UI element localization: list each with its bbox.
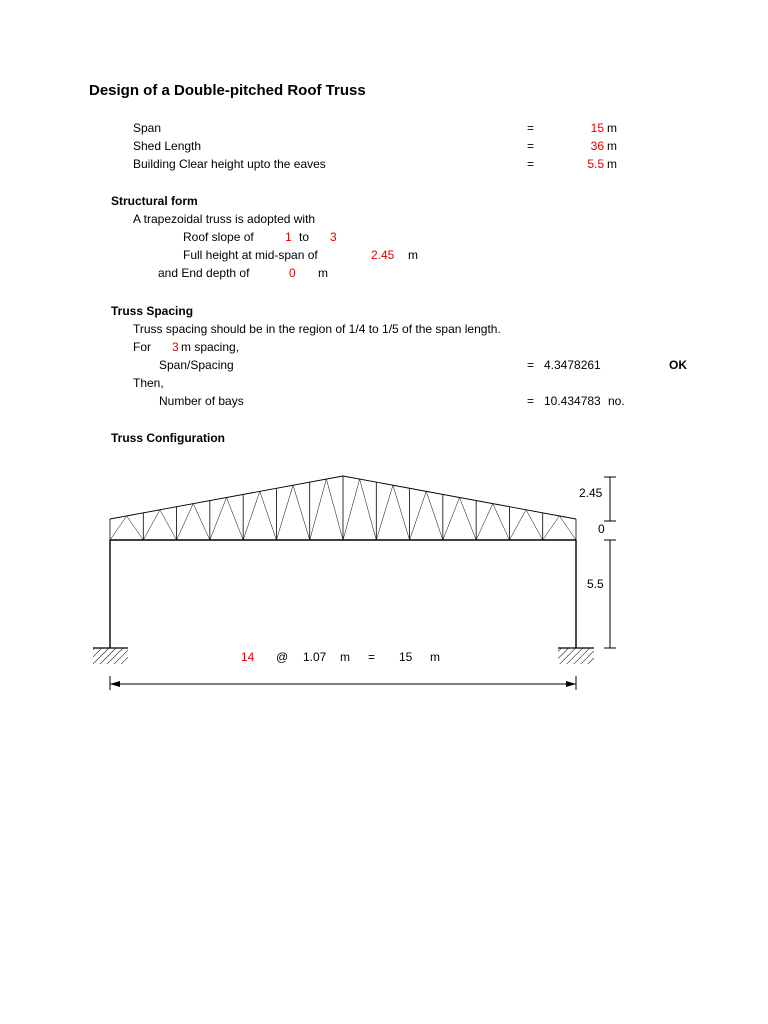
truss-diagonal — [210, 498, 227, 541]
roof-slope-to: to — [299, 230, 310, 244]
spacing-value: 3 — [172, 340, 179, 354]
roof-slope-run: 3 — [330, 230, 337, 244]
panel-at: @ — [276, 650, 289, 664]
truss-diagonal — [460, 498, 477, 541]
eaves-height-label: Building Clear height upto the eaves — [133, 157, 326, 171]
truss-diagonal — [426, 491, 443, 540]
shed-length-unit: m — [607, 139, 617, 153]
panel-eq: = — [368, 650, 376, 664]
number-of-bays-value: 10.434783 — [544, 394, 601, 408]
eaves-height-value: 5.5 — [587, 157, 604, 171]
right-support-hatch — [558, 648, 594, 664]
dim-truss-height: 2.45 — [579, 486, 603, 500]
truss-diagonal — [260, 491, 277, 540]
truss-diagonal — [243, 491, 260, 540]
span-value: 15 — [590, 121, 604, 135]
end-depth-value: 0 — [289, 266, 296, 280]
truss-diagonal — [543, 516, 560, 540]
end-depth-label: and End depth of — [158, 266, 250, 280]
truss-diagonal — [227, 498, 244, 541]
shed-length-eq: = — [527, 139, 535, 153]
span-spacing-eq: = — [527, 358, 535, 372]
shed-length-value: 36 — [590, 139, 604, 153]
truss-diagonal — [160, 510, 177, 540]
span-arrow-left — [110, 681, 120, 687]
panel-length-unit: m — [340, 650, 350, 664]
truss-diagonal — [276, 485, 293, 540]
truss-diagonal — [293, 485, 310, 540]
span-label: Span — [133, 121, 162, 135]
truss-diagonal — [310, 479, 327, 540]
panel-length: 1.07 — [303, 650, 327, 664]
truss-diagonal — [526, 510, 543, 540]
spacing-for-label: For — [133, 340, 151, 354]
structural-form-intro: A trapezoidal truss is adopted with — [133, 212, 316, 226]
span-spacing-label: Span/Spacing — [159, 358, 234, 372]
span-arrow-right — [566, 681, 576, 687]
truss-diagonal — [326, 479, 343, 540]
full-height-value: 2.45 — [371, 248, 395, 262]
truss-diagonal — [143, 510, 160, 540]
span-spacing-check: OK — [669, 358, 687, 372]
truss-diagonal — [559, 516, 576, 540]
dim-column-height: 5.5 — [587, 577, 604, 591]
number-of-bays-unit: no. — [608, 394, 625, 408]
truss-diagonal — [410, 491, 427, 540]
truss-diagonal — [393, 485, 410, 540]
panel-total-unit: m — [430, 650, 440, 664]
truss-spacing-heading: Truss Spacing — [111, 304, 194, 318]
truss-diagonal — [493, 504, 510, 540]
span-eq: = — [527, 121, 535, 135]
end-depth-unit: m — [318, 266, 328, 280]
truss-configuration-heading: Truss Configuration — [111, 431, 225, 445]
span-spacing-value: 4.3478261 — [544, 358, 601, 372]
truss-diagonal — [343, 479, 360, 540]
truss-diagonal — [193, 504, 210, 540]
full-height-label: Full height at mid-span of — [183, 248, 318, 262]
roof-slope-label: Roof slope of — [183, 230, 254, 244]
panel-total-span: 15 — [399, 650, 413, 664]
truss-diagonal — [110, 516, 127, 540]
truss-spacing-note: Truss spacing should be in the region of 1/4 to 1/5 of the span length. — [133, 322, 501, 336]
truss-diagonal — [376, 485, 393, 540]
page-title: Design of a Double-pitched Roof Truss — [89, 82, 366, 99]
full-height-unit: m — [408, 248, 418, 262]
truss-diagonal — [127, 516, 144, 540]
truss-diagonal — [177, 504, 194, 540]
then-label: Then, — [133, 376, 164, 390]
span-unit: m — [607, 121, 617, 135]
roof-slope-rise: 1 — [285, 230, 292, 244]
eaves-height-unit: m — [607, 157, 617, 171]
shed-length-label: Shed Length — [133, 139, 202, 153]
truss-diagonal — [476, 504, 493, 540]
truss-diagonal — [509, 510, 526, 540]
dim-end-depth: 0 — [598, 522, 605, 536]
number-of-bays-label: Number of bays — [159, 394, 244, 408]
panel-count: 14 — [241, 650, 255, 664]
eaves-height-eq: = — [527, 157, 535, 171]
truss-diagonal — [360, 479, 377, 540]
truss-diagonal — [443, 498, 460, 541]
number-of-bays-eq: = — [527, 394, 535, 408]
spacing-unit: m spacing, — [181, 340, 240, 354]
left-support-hatch — [93, 648, 128, 664]
structural-form-heading: Structural form — [111, 194, 198, 208]
